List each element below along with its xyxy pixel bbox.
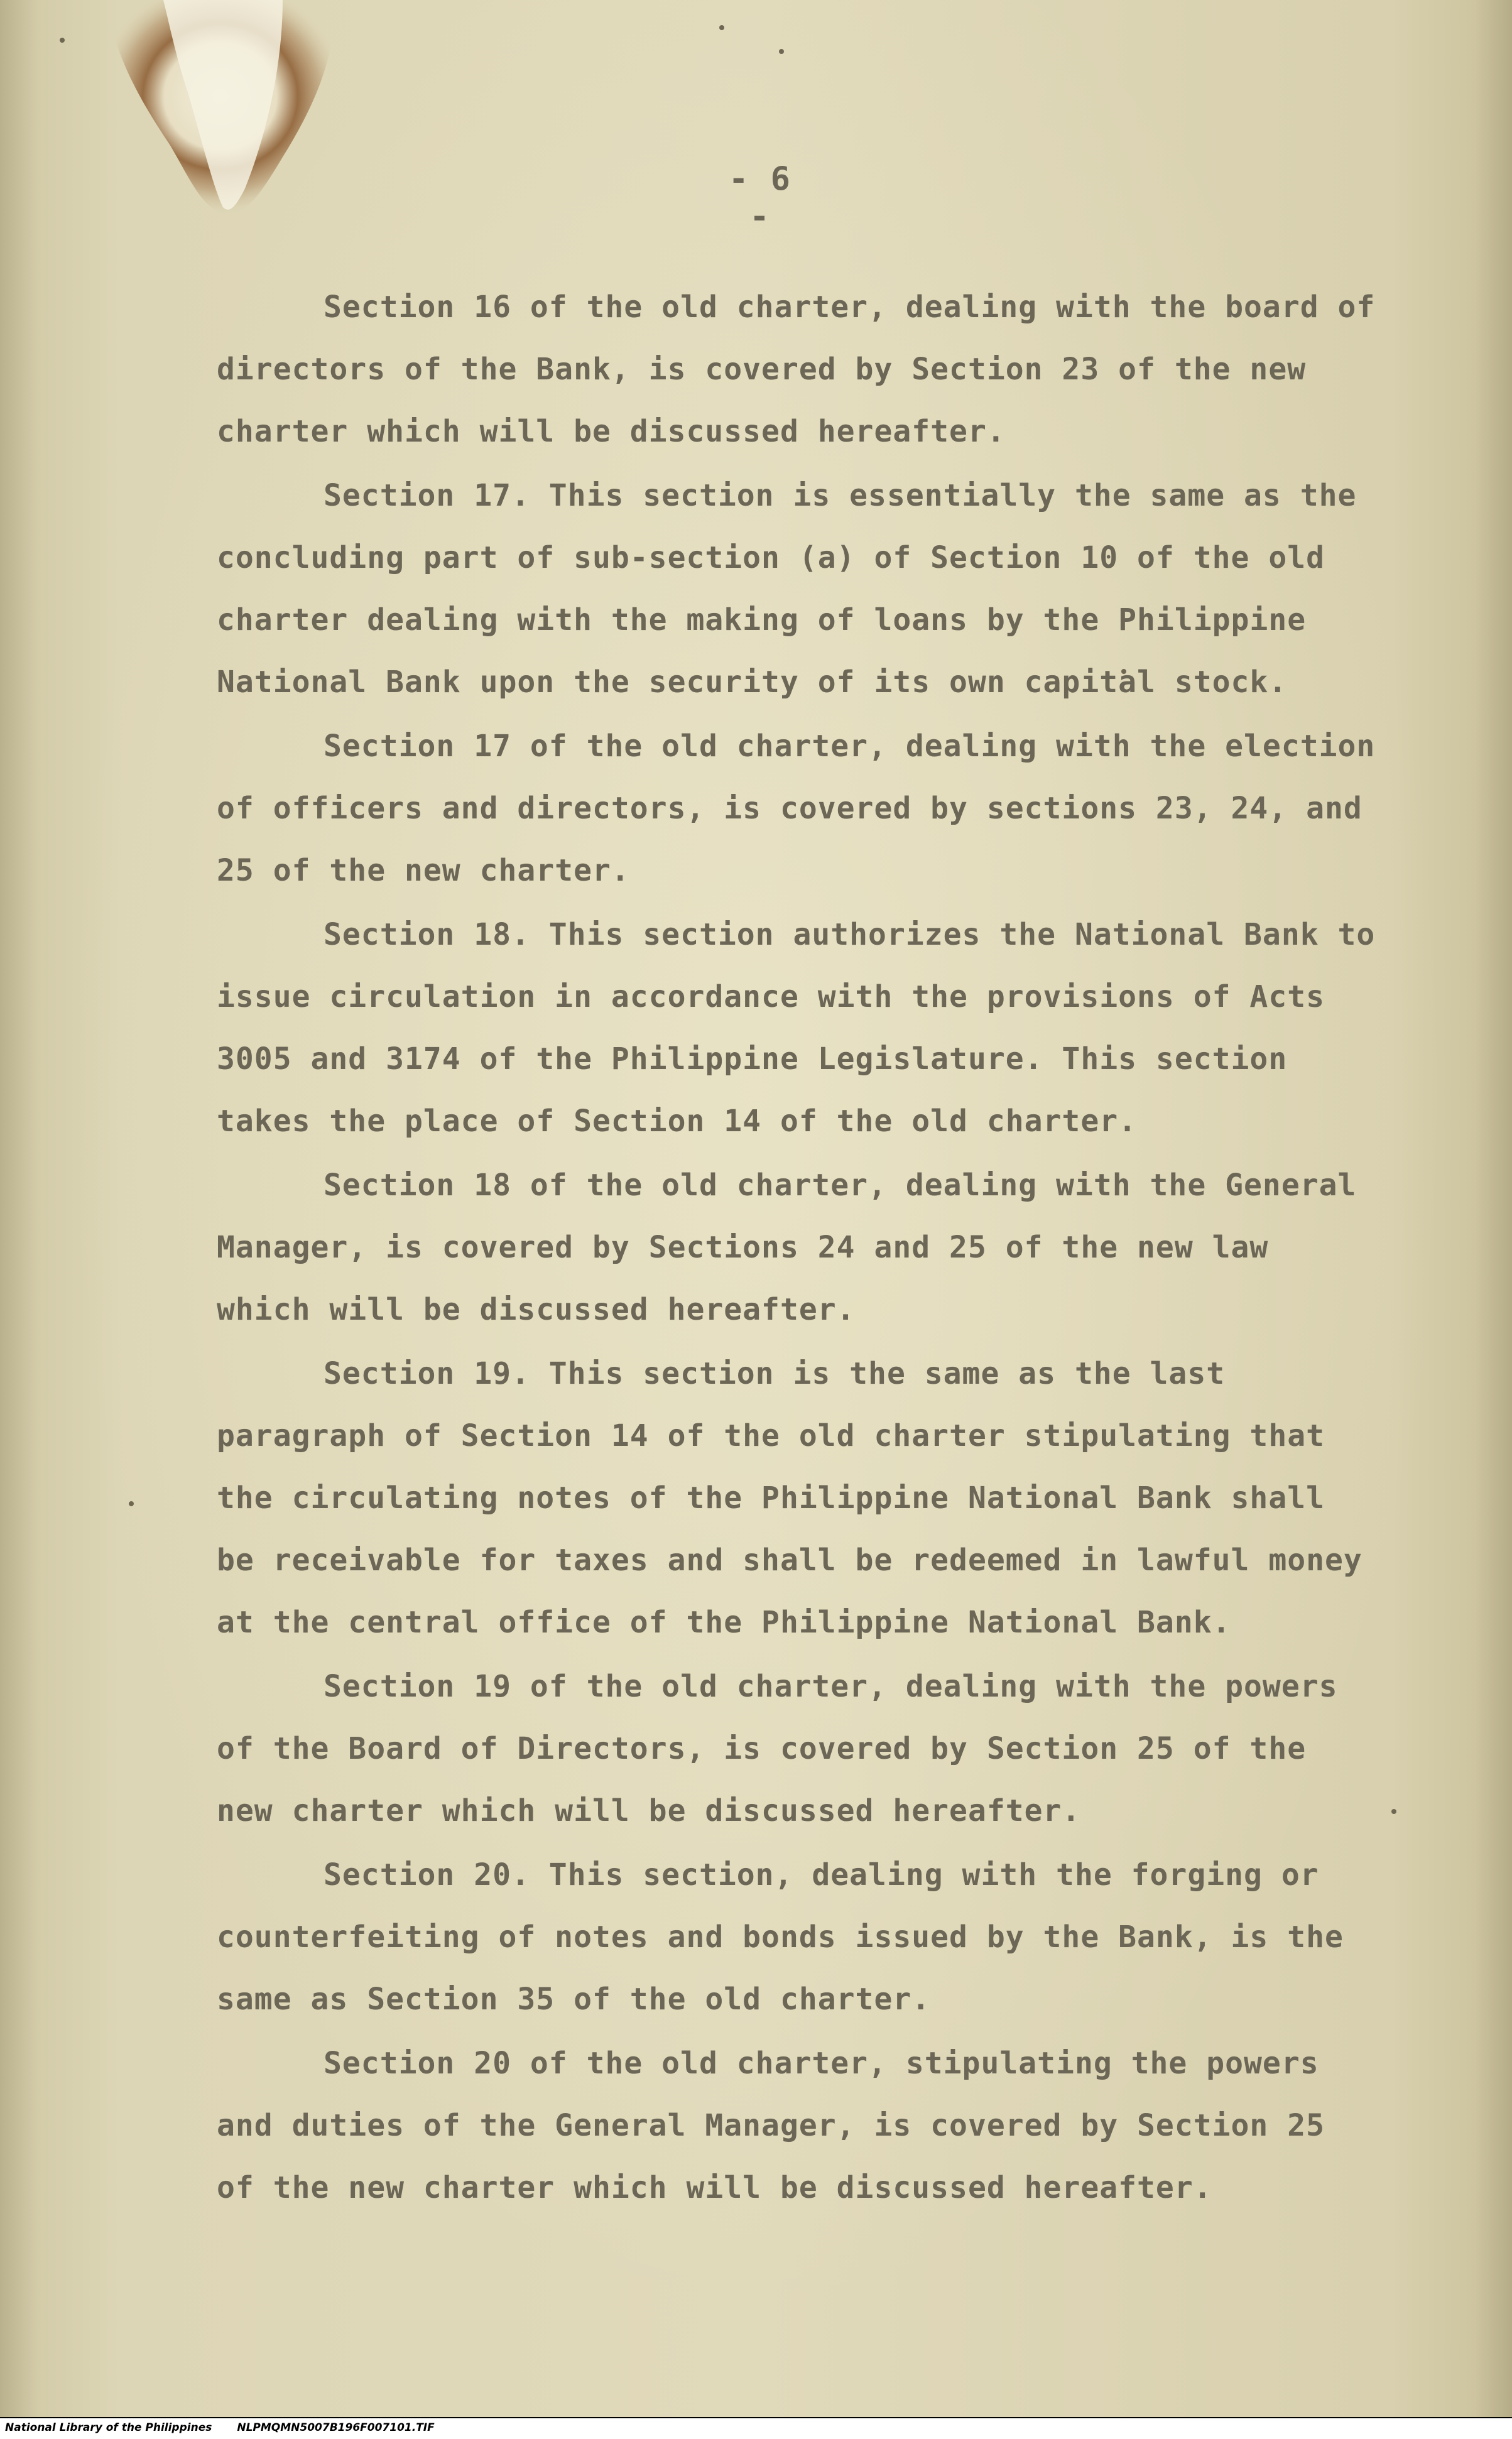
footer-library-name: National Library of the Philippines <box>5 2421 212 2434</box>
ink-speck <box>129 1501 134 1506</box>
archive-footer <box>0 2417 1512 2439</box>
page-number: - 6 - <box>729 160 791 236</box>
paragraph: Section 18. This section authorizes the National Bank to issue circulation in accordance with the provisions of Acts 3005 and 3174 of the Philippine Legislature. This section takes the place of Section 14 of the old charter. <box>217 917 1376 1139</box>
paragraph: Section 19. This section is the same as the last paragraph of Section 14 of the old charter stipulating that the circulating notes of the Philippine National Bank shall be receivable for taxes and shall be redeemed in lawful money at the central office of the Philippine National Bank. <box>217 1356 1362 1640</box>
paragraph: Section 17. This section is essentially the same as the concluding part of sub-section (a) of Section 10 of the old charter dealing with the making of loans by the Philippine National Bank upon the security of its own capital stock. <box>217 478 1357 700</box>
paragraph: Section 18 of the old charter, dealing with the General Manager, is covered by Sections 24 and 25 of the new law which will be discussed hereafter. <box>217 1168 1357 1327</box>
burn-stain-mark <box>94 0 345 226</box>
ink-speck <box>1391 1809 1396 1814</box>
paragraph: Section 20. This section, dealing with the forging or counterfeiting of notes and bonds issued by the Bank, is the same as Section 35 of the old charter. <box>217 1857 1344 2017</box>
ink-speck <box>779 49 784 54</box>
paragraph: Section 20 of the old charter, stipulating the powers and duties of the General Manager, is covered by Section 25 of the new charter which will be discussed hereafter. <box>217 2046 1325 2205</box>
document-body <box>217 276 1379 2221</box>
footer-caption <box>5 2418 435 2437</box>
paragraph: Section 16 of the old charter, dealing with the board of directors of the Bank, is covered by Section 23 of the new charter which will be discussed hereafter. <box>217 290 1376 449</box>
page-edge-shadow-left <box>0 0 38 2417</box>
ink-speck <box>60 38 65 43</box>
ink-speck <box>719 25 724 30</box>
paragraph: Section 17 of the old charter, dealing with the election of officers and directors, is covered by sections 23, 24, and 25 of the new charter. <box>217 729 1376 888</box>
paragraph: Section 19 of the old charter, dealing with the powers of the Board of Directors, is covered by Section 25 of the new charter which will be discussed hereafter. <box>217 1669 1338 1828</box>
footer-file-id: NLPMQMN5007B196F007101.TIF <box>237 2421 435 2434</box>
page-edge-shadow-right <box>1474 0 1512 2417</box>
